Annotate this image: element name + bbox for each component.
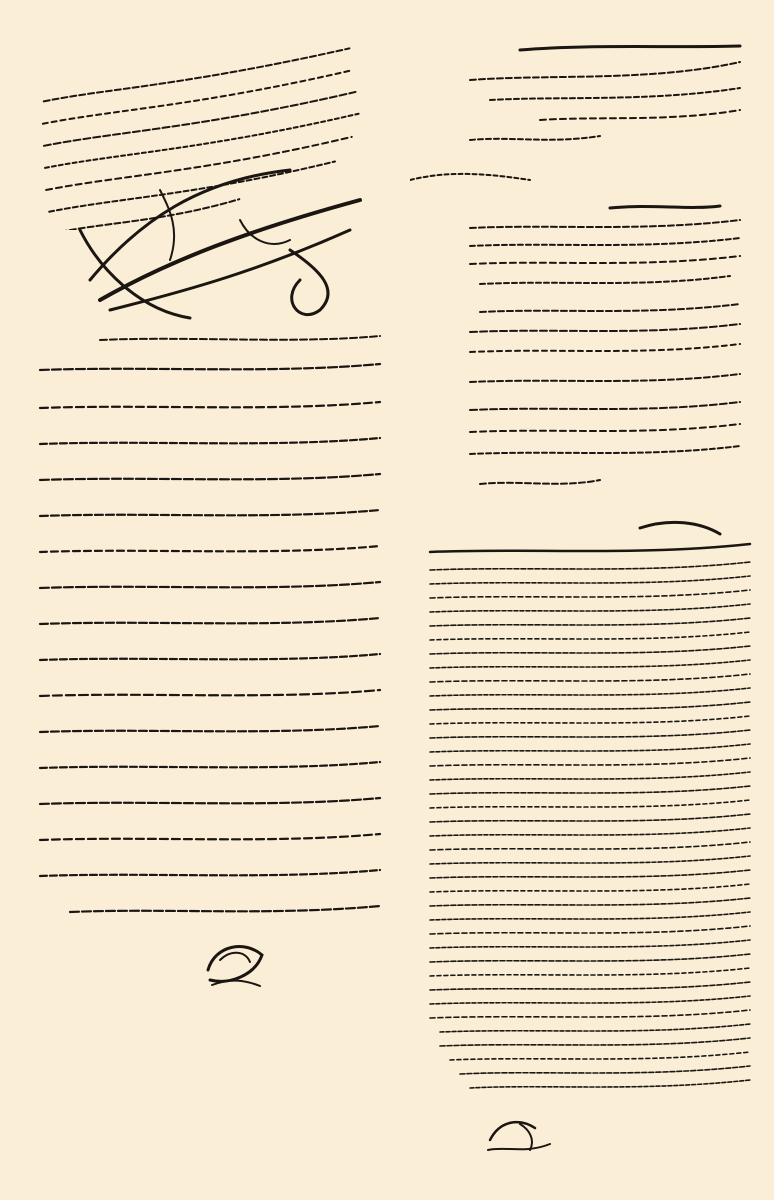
right-ledger-block <box>460 200 750 510</box>
closing-note <box>480 1110 560 1160</box>
signature-seal <box>200 930 270 990</box>
tughra-flourish <box>60 160 380 330</box>
left-petition <box>30 330 390 950</box>
right-main-text <box>420 510 760 1110</box>
right-header-block <box>410 40 750 200</box>
petition-lines <box>30 330 390 950</box>
